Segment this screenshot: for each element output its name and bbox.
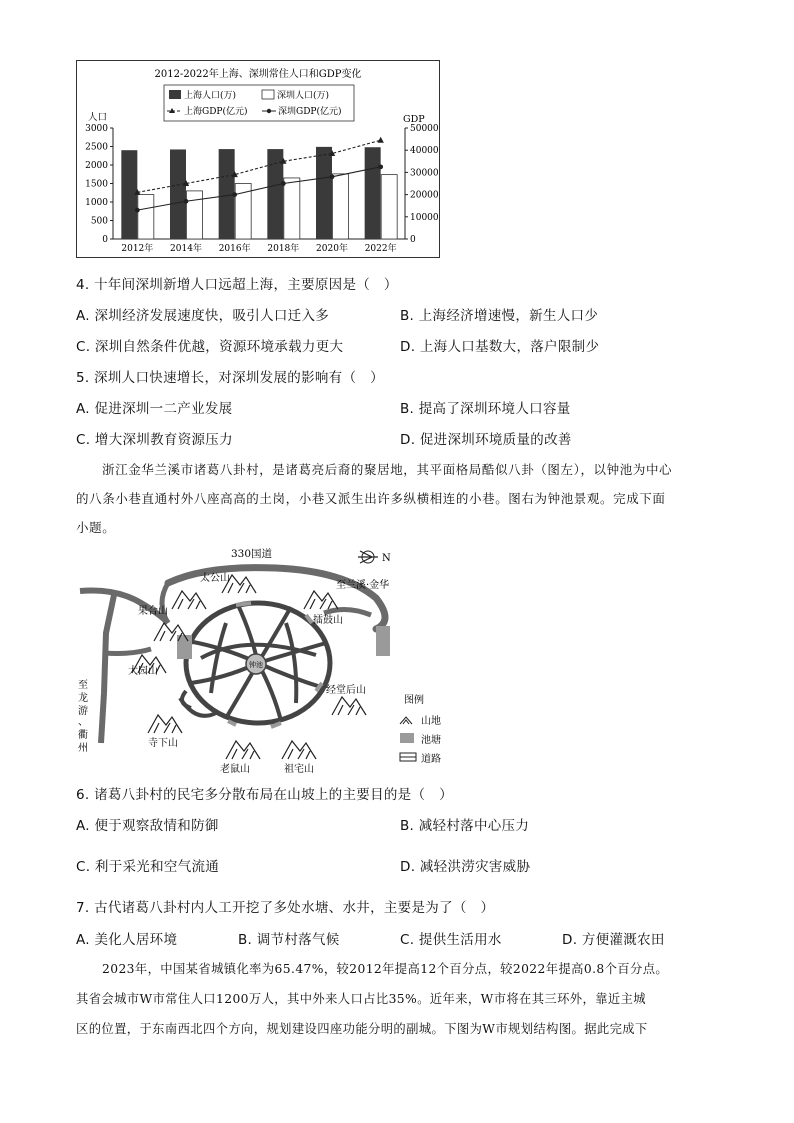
y-tick-label-left: 500	[90, 216, 108, 227]
population-gdp-chart	[76, 60, 440, 258]
q5-option-c[interactable]: C. 增大深圳教育资源压力	[76, 432, 233, 448]
north-label: N	[382, 553, 391, 564]
q6-option-c[interactable]: C. 利于采光和空气流通	[76, 859, 220, 875]
question-5-stem: 5. 深圳人口快速增长，对深圳发展的影响有（ ）	[76, 370, 384, 386]
legend-mountain-label: 山地	[421, 716, 441, 727]
label-dayuan: 大园山	[128, 666, 158, 677]
x-tick-label: 2022年	[364, 244, 397, 254]
x-tick-label: 2018年	[267, 244, 300, 254]
y-tick-label-left: 0	[102, 235, 108, 245]
y-tick-label-right: 20000	[410, 190, 439, 201]
passage-2-line-2: 其省会城市W市常住人口1200万人，其中外来人口占比35%。近年来，W市将在其三环外，靠近主城	[76, 992, 646, 1006]
bar-shanghai-pop	[170, 149, 186, 239]
bar-shanghai-pop	[219, 149, 235, 239]
legend-label-sz-pop: 深圳人口(万)	[277, 91, 330, 101]
mountain-icon	[226, 741, 260, 759]
svg-text:衢: 衢	[78, 730, 88, 741]
bar-shenzhen-pop	[333, 174, 349, 239]
label-road-330: 330国道	[231, 548, 273, 560]
point-shenzhen-gdp	[184, 199, 189, 204]
q6-option-d[interactable]: D. 减轻洪涝灾害威胁	[400, 859, 531, 875]
label-toluanxi: 至兰溪·金华	[336, 580, 390, 591]
q5-option-a[interactable]: A. 促进深圳一二产业发展	[76, 401, 233, 417]
q4-option-d[interactable]: D. 上海人口基数大，落户限制少	[400, 339, 600, 355]
q6-option-a[interactable]: A. 便于观察敌情和防御	[76, 818, 219, 834]
passage-2-line-1: 2023年，中国某省城镇化率为65.47%，较2012年提高12个百分点，较2022年提高0.8个百分点。	[102, 962, 669, 976]
q4-option-b[interactable]: B. 上海经济增速慢，新生人口少	[400, 308, 599, 324]
y-axis-label-right: GDP	[403, 114, 425, 125]
y-tick-label-right: 0	[410, 235, 416, 245]
passage-1-line-1: 浙江金华兰溪市诸葛八卦村，是诸葛亮后裔的聚居地，其平面格局酷似八卦（图左），以钟池为中心	[102, 462, 673, 477]
question-7-stem: 7. 古代诸葛八卦村内人工开挖了多处水塘、水井，主要是为了（ ）	[76, 900, 495, 916]
svg-text:州: 州	[78, 743, 88, 754]
y-tick-label-left: 1000	[85, 198, 108, 208]
chart-title: 2012-2022年上海、深圳常住人口和GDP变化	[154, 69, 362, 80]
label-zuzhai: 祖宅山	[284, 764, 314, 775]
mountain-icon	[304, 591, 338, 609]
point-shenzhen-gdp	[232, 192, 237, 197]
y-tick-label-right: 40000	[410, 146, 439, 157]
point-shenzhen-gdp	[330, 174, 335, 179]
q4-option-a[interactable]: A. 深圳经济发展速度快，吸引人口迁入多	[76, 308, 330, 324]
bar-shenzhen-pop	[187, 191, 203, 239]
passage-1-line-3: 小题。	[76, 520, 116, 535]
bagua-village-map	[76, 543, 456, 778]
legend-label-sz-gdp: 深圳GDP(亿元)	[278, 107, 342, 117]
legend-pond-label: 池塘	[421, 735, 441, 746]
svg-text:龙: 龙	[78, 693, 88, 704]
svg-text:至: 至	[78, 680, 88, 691]
north-arrow	[358, 551, 391, 564]
y-axis-label-left: 人口	[88, 112, 108, 123]
bar-shenzhen-pop	[284, 178, 300, 239]
bar-shanghai-pop	[316, 147, 332, 239]
q7-option-b[interactable]: B. 调节村落气候	[238, 932, 340, 948]
q7-option-c[interactable]: C. 提供生活用水	[400, 932, 502, 948]
passage-bagua-village	[76, 455, 726, 542]
point-shenzhen-gdp	[281, 181, 286, 186]
passage-urbanization	[76, 954, 726, 1044]
label-sixia: 寺下山	[148, 738, 178, 749]
x-tick-label: 2014年	[170, 244, 202, 254]
label-laoshu: 老鼠山	[220, 764, 250, 775]
legend-mountain-icon	[400, 717, 412, 724]
point-shenzhen-gdp	[378, 164, 383, 169]
label-taigong: 太公山	[200, 573, 230, 584]
y-tick-label-right: 30000	[410, 168, 439, 179]
passage-2-line-3: 区的位置，于东南西北四个方向，规划建设四座功能分明的副城。下图为W市规划结构图。据此完成下	[76, 1022, 648, 1036]
svg-text:、: 、	[78, 717, 88, 728]
y-tick-label-left: 3000	[85, 124, 108, 134]
q5-option-b[interactable]: B. 提高了深圳环境人口容量	[400, 401, 571, 417]
q5-option-d[interactable]: D. 促进深圳环境质量的改善	[400, 432, 572, 448]
mountain-icon	[148, 715, 182, 733]
q7-option-a[interactable]: A. 美化人居环境	[76, 932, 178, 948]
label-jingtang: 经堂后山	[326, 685, 366, 696]
q7-option-d[interactable]: D. 方便灌溉农田	[562, 932, 665, 948]
x-tick-label: 2020年	[316, 244, 348, 254]
legend-label-sh-pop: 上海人口(万)	[184, 91, 237, 101]
passage-1-line-2: 的八条小巷直通村外八座高高的土岗，小巷又派生出许多纵横相连的小巷。图右为钟池景观。完成下面	[76, 491, 666, 506]
x-tick-label: 2012年	[121, 244, 154, 254]
chart-figure	[76, 60, 440, 258]
chart-legend	[164, 85, 354, 121]
y-tick-label-left: 2000	[85, 161, 108, 171]
mountain-icon	[282, 741, 316, 759]
label-to-longyou	[78, 679, 88, 754]
label-leigu: 擂鼓山	[313, 615, 343, 626]
question-6-stem: 6. 诸葛八卦村的民宅多分散布局在山坡上的主要目的是（ ）	[76, 787, 453, 803]
legend-pond-icon	[400, 733, 414, 743]
svg-text:游: 游	[78, 706, 88, 717]
bar-shenzhen-pop	[381, 175, 397, 239]
y-tick-label-right: 50000	[410, 124, 439, 134]
q6-option-b[interactable]: B. 减轻村落中心压力	[400, 818, 530, 834]
label-guohe: 果合山	[138, 606, 168, 617]
legend-swatch-sz-pop	[262, 90, 274, 99]
y-tick-label-left: 1500	[85, 179, 108, 190]
bar-shanghai-pop	[365, 147, 381, 239]
q4-option-c[interactable]: C. 深圳自然条件优越，资源环境承载力更大	[76, 339, 344, 355]
point-shenzhen-gdp	[135, 208, 140, 213]
label-zhongchi: 钟池	[249, 661, 263, 669]
map-legend	[400, 693, 441, 765]
y-tick-label-left: 2500	[85, 142, 108, 153]
mountain-icon	[172, 591, 206, 609]
legend-swatch-sh-pop	[169, 90, 181, 99]
bar-shenzhen-pop	[138, 195, 154, 239]
question-4-stem: 4. 十年间深圳新增人口远超上海，主要原因是（ ）	[76, 277, 398, 293]
legend-title: 图例	[404, 695, 424, 706]
pond-east	[376, 626, 390, 656]
legend-label-sh-gdp: 上海GDP(亿元)	[184, 107, 248, 117]
x-tick-label: 2016年	[218, 244, 251, 254]
y-tick-label-right: 10000	[410, 212, 439, 223]
mountain-icon	[332, 697, 366, 715]
legend-road-label: 道路	[421, 754, 441, 765]
